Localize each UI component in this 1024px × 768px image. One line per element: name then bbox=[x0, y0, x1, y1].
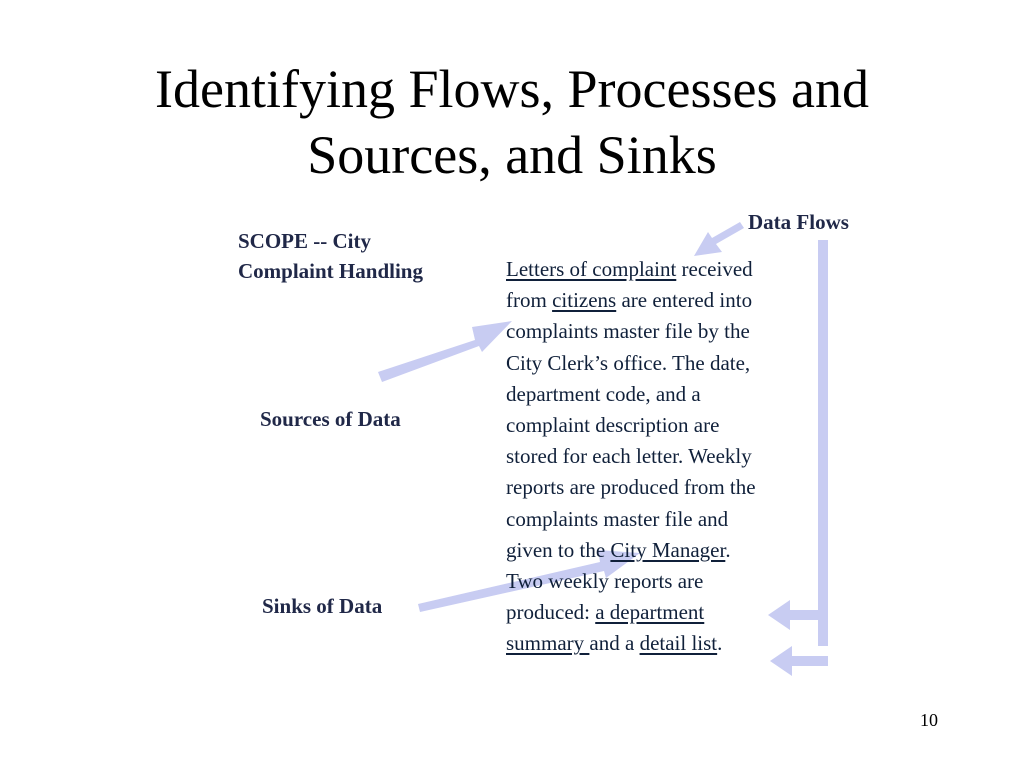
description-text: complaints master file by the bbox=[506, 319, 750, 344]
description-line bbox=[506, 410, 836, 441]
description-text: and a bbox=[589, 631, 640, 656]
description-text: Two weekly reports are bbox=[506, 569, 704, 594]
description-text: department code, and a bbox=[506, 381, 701, 406]
description-text: given to the bbox=[506, 537, 611, 562]
description-text: . bbox=[725, 537, 731, 562]
description-text: are entered into bbox=[616, 288, 753, 313]
description-line bbox=[506, 348, 836, 379]
page-number: 10 bbox=[920, 710, 938, 730]
description-text: produced: bbox=[506, 600, 596, 625]
description-line bbox=[506, 535, 836, 566]
description-text: complaint description are bbox=[506, 413, 720, 438]
sources-of-data-label: Sources of Data bbox=[260, 407, 401, 431]
sinks-of-data-label: Sinks of Data bbox=[262, 594, 383, 618]
scope-label bbox=[238, 226, 423, 286]
description-line bbox=[506, 504, 836, 535]
title-line-2: Sources, and Sinks bbox=[307, 125, 717, 185]
description-text: City Clerk’s office. The date, bbox=[506, 350, 751, 375]
description-text: from bbox=[506, 288, 553, 313]
underlined-term: summary bbox=[506, 631, 590, 656]
description-text: stored for each letter. Weekly bbox=[506, 444, 752, 469]
underlined-term: detail list bbox=[639, 631, 718, 656]
scope-line-1: SCOPE -- City bbox=[238, 229, 371, 253]
description-text: complaints master file and bbox=[506, 506, 729, 531]
description-text: reports are produced from the bbox=[506, 475, 756, 500]
complaint-handling-description bbox=[506, 254, 836, 660]
description-line bbox=[506, 597, 836, 628]
description-line bbox=[506, 628, 836, 659]
data-flows-arrow-icon bbox=[694, 222, 744, 256]
underlined-term: City Manager bbox=[610, 537, 726, 562]
title-line-1: Identifying Flows, Processes and bbox=[155, 59, 869, 119]
description-text: received bbox=[676, 257, 753, 281]
description-line bbox=[506, 316, 836, 347]
description-line bbox=[506, 566, 836, 597]
scope-line-2: Complaint Handling bbox=[238, 259, 423, 283]
underlined-term: Letters of complaint bbox=[506, 257, 677, 281]
description-line bbox=[506, 254, 836, 285]
description-line bbox=[506, 441, 836, 472]
description-line bbox=[506, 379, 836, 410]
description-text: . bbox=[717, 631, 723, 656]
underlined-term: a department bbox=[595, 600, 705, 625]
sources-arrow-icon bbox=[378, 321, 512, 382]
data-flows-label: Data Flows bbox=[748, 210, 849, 234]
underlined-term: citizens bbox=[552, 288, 617, 313]
description-line bbox=[506, 285, 836, 316]
description-line bbox=[506, 472, 836, 503]
